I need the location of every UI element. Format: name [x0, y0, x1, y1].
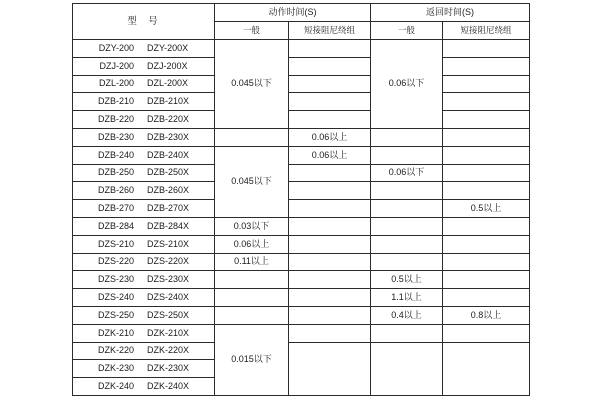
relay-timing-spec-table	[72, 3, 530, 396]
action-general-cell: 0.03以下	[215, 217, 289, 235]
model-cell	[73, 93, 215, 111]
return-damping-cell	[443, 164, 530, 182]
model-number: DZB-284X	[146, 220, 190, 231]
model-pair	[73, 293, 214, 302]
model-number: DZS-210X	[146, 238, 190, 249]
model-number: DZJ-200	[99, 60, 134, 71]
return-general-cell	[371, 146, 443, 164]
model-number: DZB-250	[97, 167, 134, 178]
return-damping-cell	[443, 271, 530, 289]
model-cell	[73, 378, 215, 396]
action-damping-cell: 0.06以上	[289, 146, 371, 164]
model-number: DZB-270X	[146, 203, 190, 214]
return-damping-cell	[443, 253, 530, 271]
return-general-cell: 0.06以下	[371, 164, 443, 182]
model-pair	[73, 79, 214, 88]
table-row	[73, 289, 530, 307]
model-pair	[73, 151, 214, 160]
model-number: DZK-210X	[146, 327, 190, 338]
table-row	[73, 271, 530, 289]
model-cell	[73, 164, 215, 182]
action-damping-cell	[289, 235, 371, 253]
model-cell	[73, 146, 215, 164]
action-damping-cell	[289, 306, 371, 324]
model-number: DZS-250	[97, 309, 134, 320]
return-damping-cell	[443, 57, 530, 75]
return-general-cell: 0.4以上	[371, 306, 443, 324]
model-number: DZB-240X	[146, 149, 190, 160]
return-general-cell	[371, 200, 443, 218]
model-number: DZB-220	[97, 114, 134, 125]
model-number: DZS-210	[97, 238, 134, 249]
return-general-cell	[371, 253, 443, 271]
action-damping-cell: 0.06以上	[289, 128, 371, 146]
model-cell	[73, 324, 215, 342]
table-row	[73, 324, 530, 342]
model-number: DZB-220X	[146, 114, 190, 125]
return-damping-cell	[443, 217, 530, 235]
model-number: DZK-240	[97, 381, 134, 392]
table-row	[73, 93, 530, 111]
model-number: DZK-220X	[146, 345, 190, 356]
model-number: DZB-210X	[146, 96, 190, 107]
action-damping-cell	[289, 75, 371, 93]
model-pair	[73, 329, 214, 338]
model-pair	[73, 382, 214, 391]
model-number: DZS-220	[97, 256, 134, 267]
action-damping-cell	[289, 289, 371, 307]
model-pair	[73, 186, 214, 195]
model-number: DZS-240	[97, 292, 134, 303]
model-number: DZS-240X	[146, 292, 190, 303]
model-pair	[73, 240, 214, 249]
model-cell	[73, 342, 215, 360]
model-cell	[73, 271, 215, 289]
model-number: DZJ-200X	[147, 60, 188, 71]
model-pair	[73, 44, 214, 53]
action-damping-cell	[289, 200, 371, 218]
action-damping-cell	[289, 182, 371, 200]
model-pair	[73, 168, 214, 177]
model-cell	[73, 360, 215, 378]
header-return-general: 一般	[371, 22, 443, 40]
action-general-cell	[215, 128, 289, 146]
model-number: DZB-250X	[146, 167, 190, 178]
model-cell	[73, 40, 215, 58]
model-number: DZL-200X	[146, 78, 189, 89]
model-number: DZB-260	[97, 185, 134, 196]
action-general-cell: 0.11以上	[215, 253, 289, 271]
return-damping-cell	[443, 40, 530, 58]
header-action-time: 动作时间(S)	[215, 4, 371, 22]
return-general-cell	[371, 182, 443, 200]
model-pair	[73, 257, 214, 266]
return-general-cell: 1.1以上	[371, 289, 443, 307]
model-cell	[73, 75, 215, 93]
action-damping-cell	[289, 93, 371, 111]
return-damping-cell	[443, 111, 530, 129]
action-damping-cell	[289, 342, 371, 395]
action-damping-cell	[289, 111, 371, 129]
action-damping-cell	[289, 57, 371, 75]
model-number: DZK-230	[97, 363, 134, 374]
return-general-cell	[371, 235, 443, 253]
model-number: DZB-270	[97, 203, 134, 214]
model-number: DZY-200	[98, 42, 134, 53]
action-damping-cell	[289, 40, 371, 58]
table-row	[73, 253, 530, 271]
table-row	[73, 111, 530, 129]
table-row	[73, 128, 530, 146]
model-cell	[73, 235, 215, 253]
model-pair	[73, 133, 214, 142]
return-damping-cell: 0.5以上	[443, 200, 530, 218]
return-damping-cell	[443, 324, 530, 342]
table-row	[73, 217, 530, 235]
action-damping-cell	[289, 253, 371, 271]
table-row	[73, 342, 530, 360]
return-general-cell	[371, 217, 443, 235]
return-general-cell	[371, 324, 443, 342]
model-number: DZB-240	[97, 149, 134, 160]
return-damping-cell	[443, 146, 530, 164]
return-damping-cell	[443, 128, 530, 146]
action-general-cell	[215, 306, 289, 324]
model-cell	[73, 182, 215, 200]
action-damping-cell	[289, 164, 371, 182]
header-return-damping: 短接阻尼绕组	[443, 22, 530, 40]
action-general-cell: 0.045以下	[215, 40, 289, 129]
action-damping-cell	[289, 324, 371, 342]
return-damping-cell: 0.8以上	[443, 306, 530, 324]
model-number: DZK-210	[97, 327, 134, 338]
model-pair	[73, 275, 214, 284]
return-general-cell: 0.06以下	[371, 40, 443, 129]
model-pair	[73, 346, 214, 355]
action-damping-cell	[289, 217, 371, 235]
table-row	[73, 146, 530, 164]
table-row	[73, 40, 530, 58]
return-general-cell: 0.5以上	[371, 271, 443, 289]
header-model: 型 号	[73, 4, 215, 40]
model-number: DZL-200	[98, 78, 134, 89]
model-pair	[73, 115, 214, 124]
header-action-general: 一般	[215, 22, 289, 40]
model-pair	[73, 364, 214, 373]
header-row-groups	[73, 4, 530, 22]
model-number: DZB-230X	[146, 131, 190, 142]
model-cell	[73, 306, 215, 324]
action-general-cell: 0.045以下	[215, 146, 289, 217]
model-number: DZK-230X	[146, 363, 190, 374]
model-number: DZS-230	[97, 274, 134, 285]
action-damping-cell	[289, 271, 371, 289]
return-damping-cell	[443, 93, 530, 111]
model-number: DZS-250X	[146, 309, 190, 320]
model-cell	[73, 253, 215, 271]
model-cell	[73, 57, 215, 75]
table-row	[73, 235, 530, 253]
return-damping-cell	[443, 182, 530, 200]
table-row	[73, 306, 530, 324]
table-header	[73, 4, 530, 40]
model-number: DZB-260X	[146, 185, 190, 196]
return-damping-cell	[443, 75, 530, 93]
model-number: DZB-284	[97, 220, 134, 231]
table-row	[73, 200, 530, 218]
action-general-cell	[215, 271, 289, 289]
model-cell	[73, 289, 215, 307]
model-cell	[73, 111, 215, 129]
model-cell	[73, 200, 215, 218]
model-number: DZS-230X	[146, 274, 190, 285]
action-general-cell	[215, 289, 289, 307]
table-body	[73, 40, 530, 396]
model-pair	[73, 204, 214, 213]
table-row	[73, 182, 530, 200]
table-row	[73, 57, 530, 75]
model-pair	[73, 62, 214, 71]
return-damping-cell	[443, 289, 530, 307]
model-cell	[73, 128, 215, 146]
model-pair	[73, 311, 214, 320]
header-return-time: 返回时间(S)	[371, 4, 530, 22]
model-number: DZB-210	[97, 96, 134, 107]
header-action-damping: 短接阻尼绕组	[289, 22, 371, 40]
model-number: DZY-200X	[146, 42, 189, 53]
action-general-cell: 0.015以下	[215, 324, 289, 395]
model-number: DZK-220	[97, 345, 134, 356]
table-row	[73, 75, 530, 93]
table-row	[73, 164, 530, 182]
action-general-cell: 0.06以上	[215, 235, 289, 253]
return-general-cell	[371, 128, 443, 146]
return-damping-cell	[443, 342, 530, 395]
model-number: DZB-230	[97, 131, 134, 142]
model-number: DZK-240X	[146, 381, 190, 392]
model-pair	[73, 222, 214, 231]
return-damping-cell	[443, 235, 530, 253]
model-number: DZS-220X	[146, 256, 190, 267]
model-pair	[73, 97, 214, 106]
model-cell	[73, 217, 215, 235]
return-general-cell	[371, 342, 443, 395]
